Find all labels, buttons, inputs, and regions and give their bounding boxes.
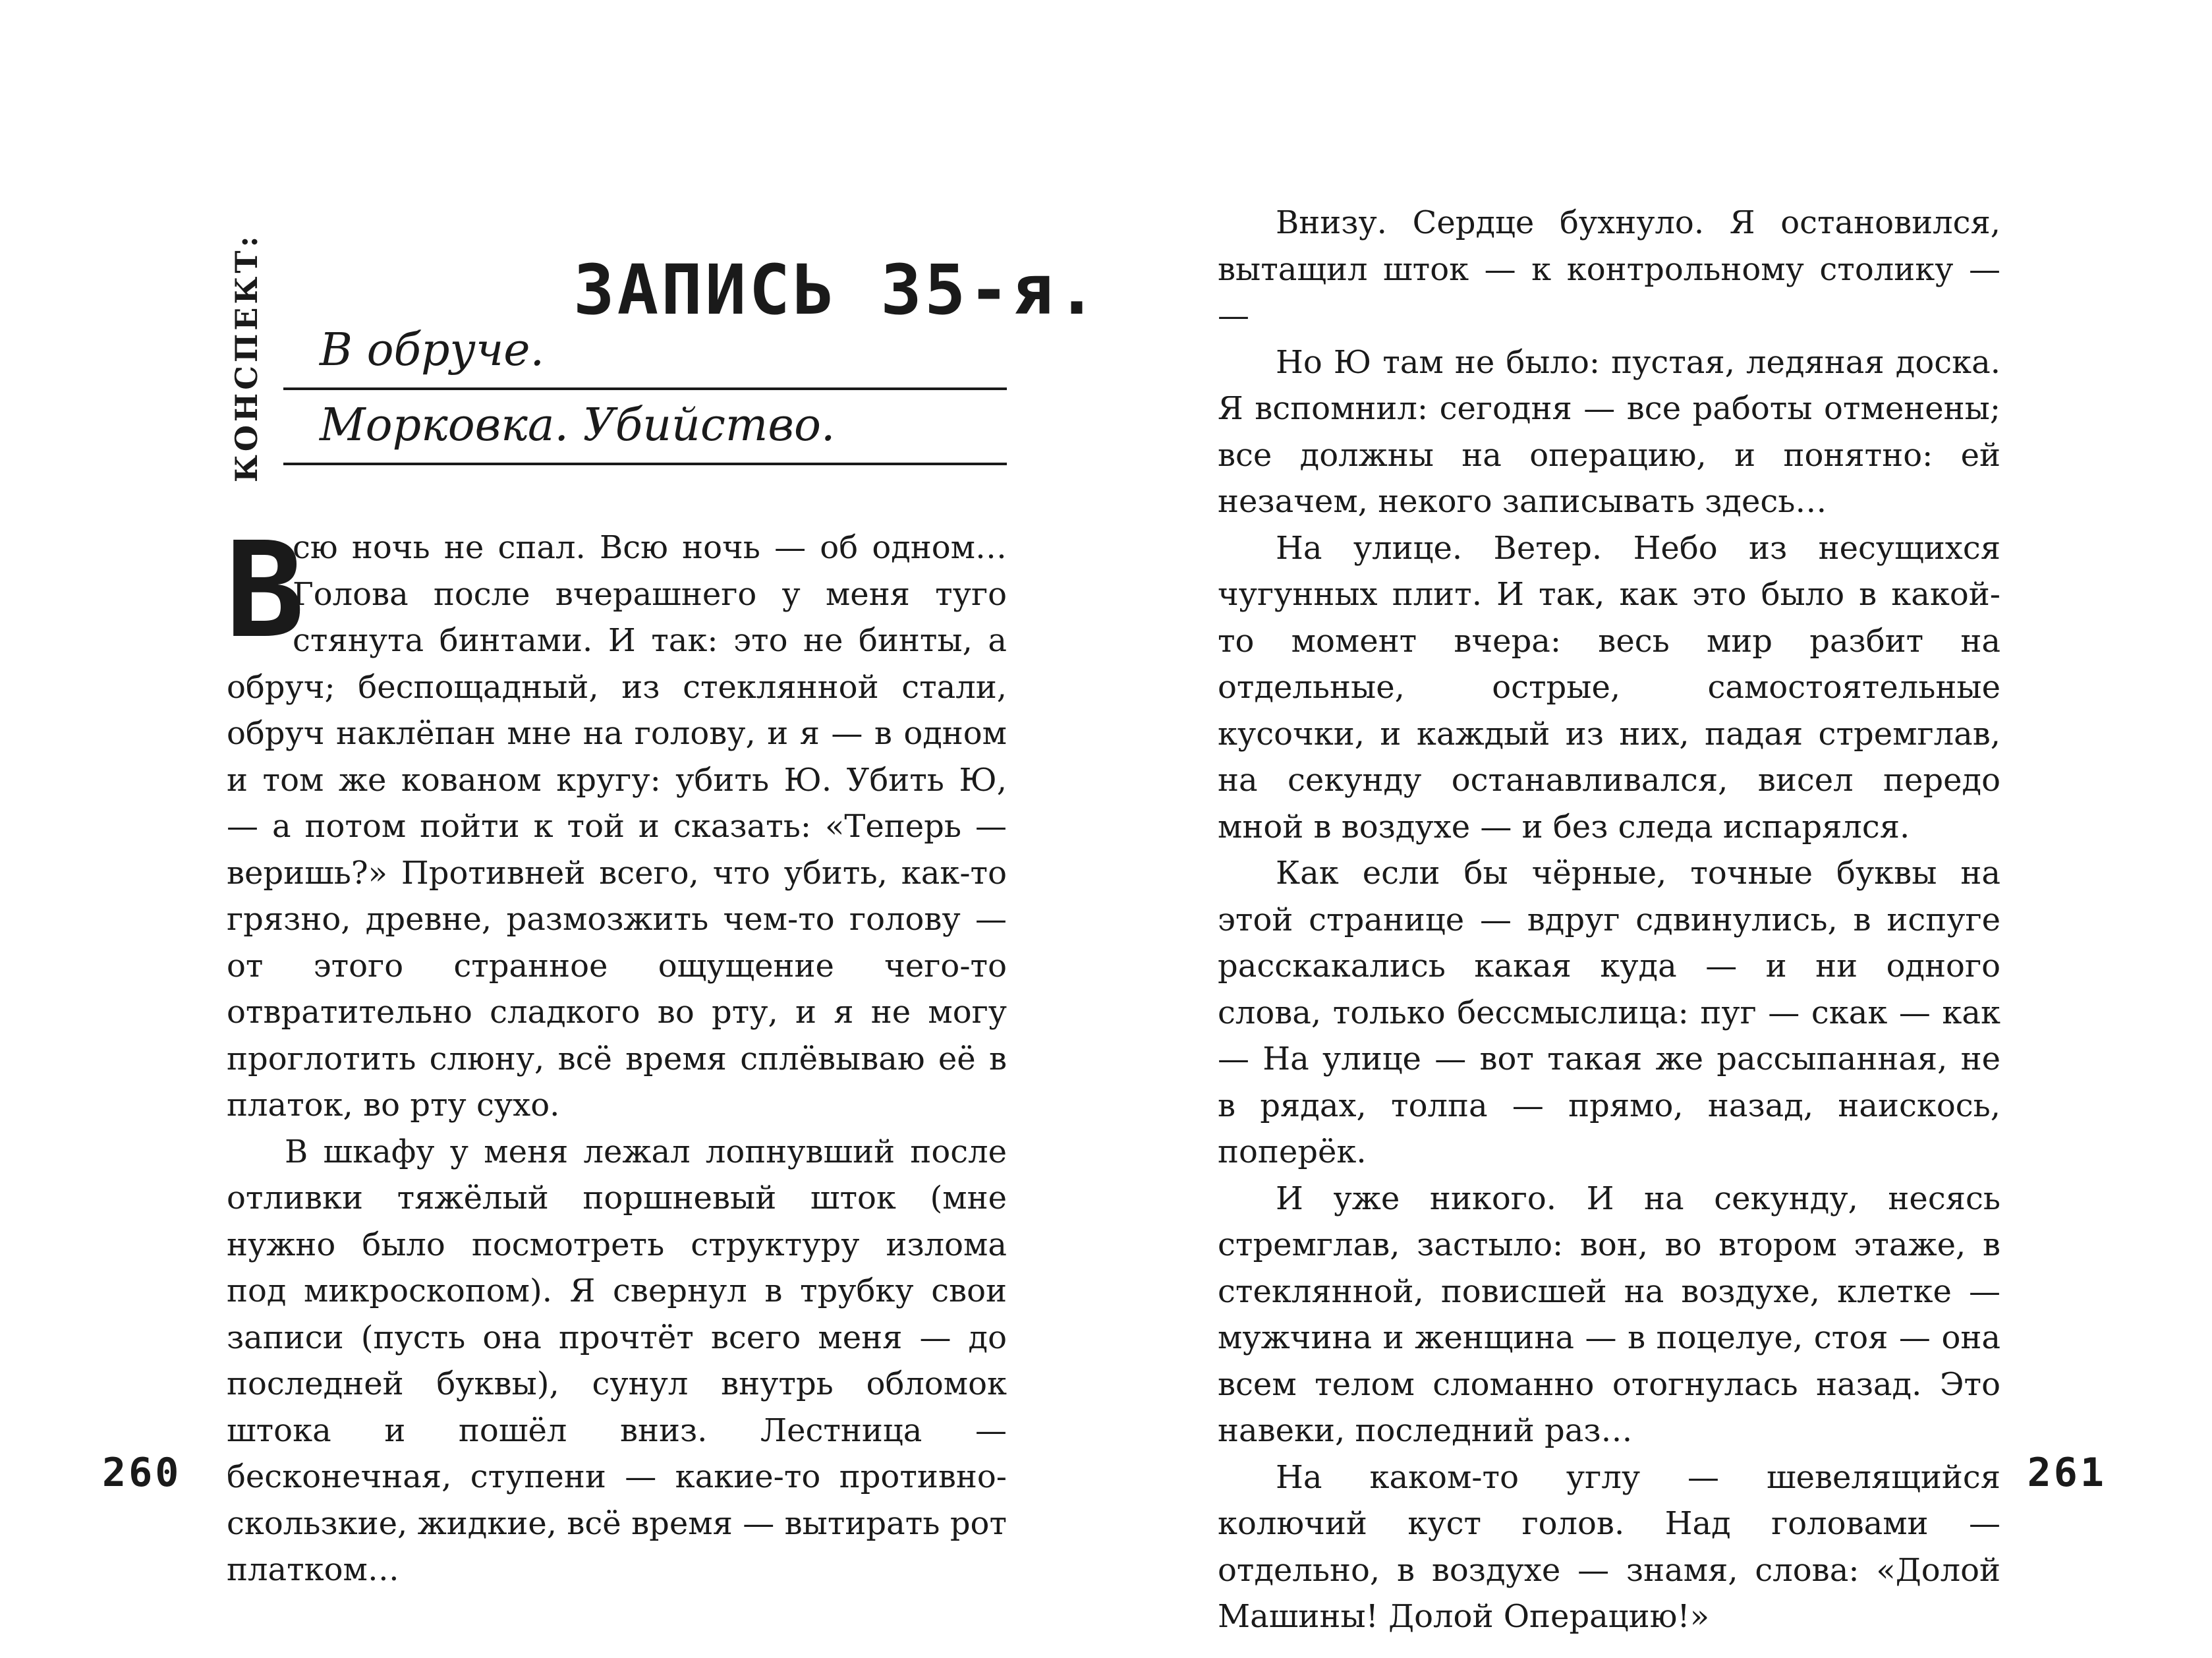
paragraph xyxy=(225,514,1007,1129)
drop-cap: В xyxy=(225,514,305,668)
summary-line-2: Морковка. Убийство. xyxy=(283,393,1007,465)
entry-title: ЗАПИСЬ 35-я. xyxy=(573,250,1100,330)
paragraph: Как если бы чёрные, точные буквы на этой странице — вдруг сдвинулись, в испуге расскакались какая куда — и ни одного слова, только бессмыслица: пуг — скак — как — На улице — вот такая же рассыпанная, не в рядах, толпа — прямо, назад, наискось, поперёк. xyxy=(1218,855,2000,1170)
paragraph: Но Ю там не было: пустая, ледяная доска. Я вспомнил: сегодня — все работы отменены; все должны на операцию, и понятно: ей незачем, некого записывать здесь… xyxy=(1218,343,2000,520)
paragraph: На каком-то углу — шевелящийся колючий куст голов. Над головами — отдельно, в воздухе — знамя, слова: «Долой Машины! Долой Операцию!» xyxy=(1218,1458,2000,1635)
right-page xyxy=(1106,0,2212,1658)
left-body-text xyxy=(225,514,1007,1593)
page-number: 261 xyxy=(2027,1450,2107,1496)
paragraph: Внизу. Сердце бухнуло. Я остановился, вытащил шток — к контрольному столику — — xyxy=(1218,204,2000,334)
page-number: 260 xyxy=(102,1450,182,1496)
paragraph-text: сю ночь не спал. Всю ночь — об одном… Голова после вчерашнего у меня туго стянута бинтами. И так: это не бинты, а обруч; беспощадный, из стеклянной стали, обруч наклёпан мне на голову, и я — в одном и том же кованом кругу: убить Ю. Убить Ю, — а потом пойти к той и сказать: «Теперь — веришь?» Противней всего, что убить, как-то грязно, древне, размозжить чем-то голову — от этого странное ощущение чего-то отвратительно сладкого во рту, и я не могу проглотить слюну, всё время сплёвываю её в платок, во рту сухо. xyxy=(227,529,1007,1124)
paragraph: И уже никого. И на секунду, несясь стремглав, застыло: вон, во втором этаже, в стеклянной, повисшей на воздухе, клетке — мужчина и женщина — в поцелуе, стоя — она всем телом сломанно отогнулась назад. Это навеки, последний раз… xyxy=(1218,1180,2000,1449)
right-body-text xyxy=(1218,200,2000,1640)
konspekt-label: КОНСПЕКТ: xyxy=(229,233,264,482)
paragraph: На улице. Ветер. Небо из несущихся чугунных плит. И так, как это было в какой-то момент вчера: весь мир разбит на отдельные, острые, самостоятельные кусочки, и каждый из них, падая стремглав, на секунду останавливался, висел передо мной в воздухе — и без следа испарялся. xyxy=(1218,529,2000,845)
summary-line-1: В обруче. xyxy=(283,318,1007,390)
paragraph: В шкафу у меня лежал лопнувший после отливки тяжёлый поршневый шток (мне нужно было посмотреть структуру излома под микроскопом). Я свернул в трубку свои записи (пусть она прочтёт всего меня — до последней буквы), сунул внутрь обломок штока и пошёл вниз. Лестница — бесконечная, ступени — какие-то противно-скользкие, жидкие, всё время — вытирать рот платком… xyxy=(227,1133,1007,1588)
